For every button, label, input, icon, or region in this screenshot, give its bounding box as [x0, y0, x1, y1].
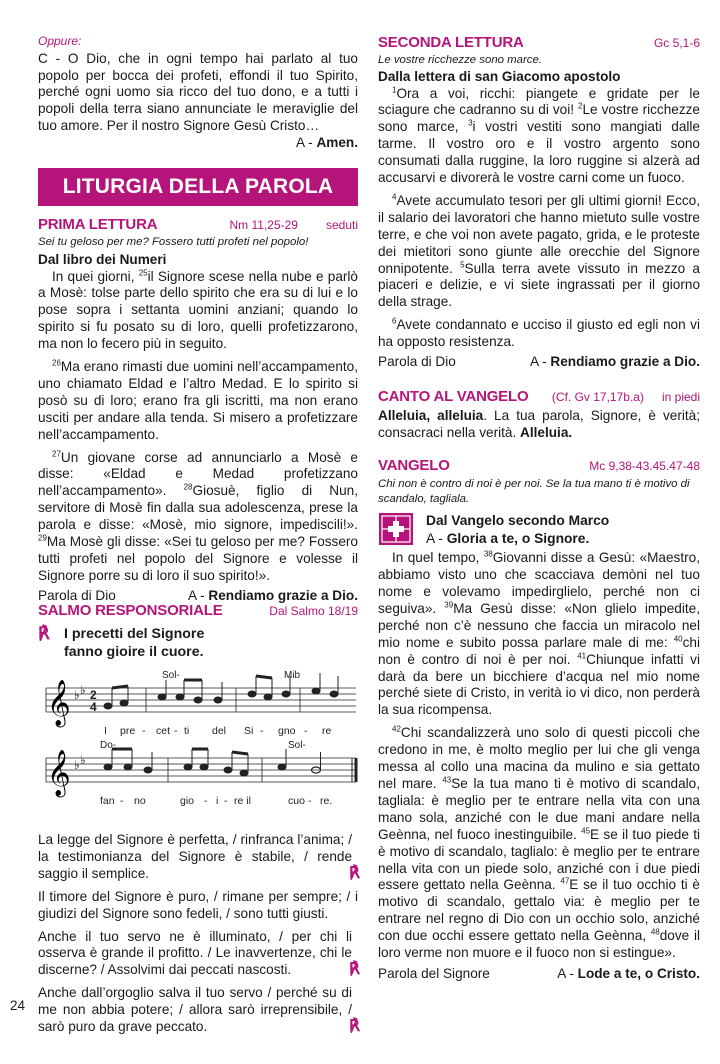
prima-posture: seduti: [325, 218, 358, 232]
svg-text:Sol-: Sol-: [162, 670, 180, 681]
vangelo: [378, 457, 700, 982]
seconda-title: SECONDA LETTURA: [378, 34, 524, 51]
prima-source: Dal libro dei Numeri: [38, 251, 167, 267]
canto-header: [378, 388, 700, 405]
salmo-stanzas: [38, 832, 358, 1036]
canto-title: CANTO AL VANGELO: [378, 388, 529, 405]
svg-text:i: i: [216, 795, 219, 807]
flat-icon: ♭: [74, 758, 80, 772]
canto-posture: in piedi: [661, 390, 700, 404]
stanza-2: Il timore del Signore è puro, / rimane per sempre; / i giudizi del Signore sono fedeli, / sono tutti giusti.: [38, 888, 358, 921]
seconda-header: [378, 34, 700, 51]
treble-clef-icon: 𝄞: [47, 680, 71, 726]
vangelo-response: Gloria a te, o Signore.: [446, 530, 590, 546]
svg-text:-: -: [224, 795, 228, 807]
svg-text:re il: re il: [234, 795, 251, 807]
prima-subtitle: Sei tu geloso per me? Fossero tutti profeti nel popolo!: [38, 236, 309, 248]
flat-icon: ♭: [80, 753, 86, 767]
notes-2: [104, 749, 321, 776]
intro-prayer: C - O Dio, che in ogni tempo hai parlato al tuo popolo per bocca dei profeti, effondi il tuo Spirito, perché ogni uomo sia ricco del tuo dono, e a tutti i popoli della terra siano annunciate le meraviglie del tuo amore. Per il nostro Signore Gesù Cristo… A - Amen.: [38, 50, 358, 151]
vangelo-subtitle: Chi non è contro di noi è per noi. Se la tua mano ti è motivo di scandalo, tagliala.: [378, 478, 690, 505]
svg-text:cet: cet: [156, 725, 171, 737]
vangelo-ref: Mc 9,38-43.45.47-48: [589, 459, 700, 473]
svg-text:re: re: [322, 725, 332, 737]
vangelo-header: [378, 457, 700, 474]
svg-text:no: no: [134, 795, 146, 807]
prima-closing: Parola di Dio A - Rendiamo grazie a Dio.: [38, 587, 358, 603]
seconda-par-1: $^1$Ora a voi, ricchi: piangete e gridate per le sciagure che cadranno su di voi! $^2$Le vostre ricchezze sono marce, $^3$i vostri vestiti sono mangiati dalle tarme. Il vostro oro e il vostro argento sono consumati dalla ruggine, la loro ruggine si alzerà ad accusarvi e divorerà le vostre carni come un fuoco.: [378, 84, 700, 186]
salmo-title: SALMO RESPONSORIALE: [38, 602, 223, 619]
response-icon: ℟: [349, 1017, 360, 1035]
prima-ref: Nm 11,25-29: [229, 218, 298, 232]
svg-text:-: -: [174, 725, 178, 737]
svg-text:-: -: [308, 795, 312, 807]
oppure-label: Oppure:: [38, 34, 82, 48]
salmo: [38, 602, 358, 661]
svg-text:2: 2: [90, 688, 97, 702]
salmo-header: [38, 602, 358, 619]
svg-text:4: 4: [90, 700, 97, 714]
svg-text:Mib: Mib: [284, 670, 301, 681]
salmo-ref: Dal Salmo 18/19: [269, 604, 358, 618]
liturgia-banner: LITURGIA DELLA PAROLA: [38, 168, 358, 206]
gospel-book-icon: [378, 512, 414, 546]
prima-par-3: $^{27}$Un giovane corse ad annunciarlo a Mosè e disse: «Eldad e Medad profetizzano nell’accampamento». $^{28}$Giosuè, figlio di Nun, servitore di Mosè fin dalla sua adolescenza, prese la parola e disse: «Mosè, mio signore, impediscili!». $^{29}$Ma Mosè gli disse: «Sei tu geloso per me? Fossero tutti profeti nel popolo del Signore e volesse il Signore porre su di loro il suo spirito!».: [38, 449, 358, 583]
svg-text:Sol-: Sol-: [288, 740, 306, 751]
seconda-subtitle: Le vostre ricchezze sono marce.: [378, 54, 542, 66]
response-icon: ℟: [349, 864, 360, 882]
seconda-source: Dalla lettera di san Giacomo apostolo: [378, 68, 621, 84]
seconda-par-3: $^6$Avete condannato e ucciso il giusto ed egli non vi ha opposto resistenza.: [378, 316, 700, 350]
canto-text: Alleluia, alleluia. La tua parola, Signore, è verità; consacraci nella verità. Alleluia.: [378, 408, 700, 440]
vangelo-source: Dal Vangelo secondo Marco: [426, 513, 610, 529]
lyrics-1: [104, 725, 331, 737]
prima-par-2: $^{26}$Ma erano rimasti due uomini nell’accampamento, uno chiamato Eldad e l’altro Medad. E lo spirito si posò su di loro; erano fra gli iscritti, ma non erano usciti per andare alla tenda. Si misero a profetizzare nell’accampamento.: [38, 358, 358, 442]
seconda-ref: Gc 5,1-6: [653, 36, 700, 50]
svg-text:re.: re.: [320, 795, 333, 807]
treble-clef-icon: 𝄞: [47, 750, 71, 796]
vangelo-par-2: $^{42}$Chi scandalizzerà uno solo di questi piccoli che credono in me, è molto meglio per lui che gli venga messa al collo una macina da mulino e sia gettato nel mare. $^{43}$Se la tua mano ti è motivo di scandalo, tagliala: è meglio per te entrare nella vita con una mano sola, anziché con le due mani andare nella Geènna, nel fuoco inestinguibile. $^{45}$E se il tuo piede ti è motivo di scandalo, taglialo: è meglio per te entrare nella vita con un piede solo, anziché con i due piedi essere gettato nella Geènna. $^{47}$E se il tuo occhio ti è motivo di scandalo, gettalo via: è meglio per te entrare nel regno di Dio con un occhio solo, anziché con due occhi essere gettato nella Geènna, $^{48}$dove il loro verme non muore e il fuoco non si estingue».: [378, 724, 701, 961]
prima-title: PRIMA LETTURA: [38, 216, 158, 233]
svg-text:ti: ti: [184, 725, 190, 737]
flat-icon: ♭: [74, 688, 80, 702]
svg-text:-: -: [142, 725, 146, 737]
vangelo-par-1: In quel tempo, $^{38}$Giovanni disse a Gesù: «Maestro, abbiamo visto uno che scacciava demòni nel tuo nome e volevamo impedirglielo, perché non ci seguiva». $^{39}$Ma Gesù disse: «Non glielo impedite, perché non c’è nessuno che faccia un miracolo nel mio nome e subito possa parlare male di me: $^{40}$chi non è contro di noi è per noi. $^{41}$Chiunque infatti vi darà da bere un bicchiere d’acqua nel mio nome perché siete di Cristo, in verità io vi dico, non perderà la sua ricompensa.: [378, 549, 700, 718]
prima-par-1: In quei giorni, $^{25}$il Signore scese nella nube e parlò a Mosè: tolse parte dello spirito che era su di lui e lo pose sopra i settanta uomini anziani; quando lo spirito si fu posato su di loro, quelli profetizzarono, ma non lo fecero più in seguito.: [38, 267, 358, 352]
seconda-par-2: $^4$Avete accumulato tesori per gli ultimi giorni! Ecco, il salario dei lavoratori che hanno mietuto sulle vostre terre, e che voi non avete pagato, grida, e le proteste dei mietitori sono giunte alle orecchie del Signore onnipotente. $^5$Sulla terra avete vissuto in mezzo a piaceri e delizie, e vi siete ingrassati per il giorno della strage.: [378, 192, 700, 310]
svg-text:-: -: [304, 725, 308, 737]
vangelo-title: VANGELO: [378, 457, 450, 474]
flat-icon: ♭: [80, 683, 86, 697]
svg-text:Do-: Do-: [100, 740, 117, 751]
seconda-lettura: [378, 34, 700, 370]
svg-text:-: -: [120, 795, 124, 807]
salmo-refrain: ℟ I precetti del Signore fanno gioire il cuore.: [38, 624, 205, 660]
staff-2: [46, 758, 356, 782]
svg-text:del: del: [212, 725, 227, 737]
svg-text:-: -: [204, 795, 208, 807]
svg-text:fan: fan: [100, 795, 115, 807]
svg-text:gno: gno: [278, 725, 296, 737]
svg-text:gio: gio: [180, 795, 195, 807]
canto-ref: (Cf. Gv 17,17b.a): [551, 390, 644, 404]
svg-text:cuo: cuo: [288, 795, 305, 807]
svg-text:-: -: [260, 725, 264, 737]
page-number: 24: [10, 998, 26, 1013]
svg-text:Si: Si: [244, 725, 254, 737]
seconda-closing: Parola di Dio A - Rendiamo grazie a Dio.: [378, 354, 700, 370]
stanza-1: La legge del Signore è perfetta, / rinfranca l’anima; / la testimonianza del Signore è stabile, / rende saggio il semplice. ℟: [38, 832, 360, 882]
prima-lettura: [38, 216, 358, 604]
notes-1: [104, 673, 338, 709]
svg-text:I: I: [104, 725, 107, 737]
lyrics-2: [100, 795, 332, 807]
stanza-4: Anche dall’orgoglio salva il tuo servo / perché su di me non abbia potere; / allora sarò irreprensibile, / sarò puro da grave peccato. ℟: [38, 985, 360, 1035]
stanza-3: Anche il tuo servo ne è illuminato, / per chi li osserva è grande il profitto. / Le inavvertenze, chi le discerne? / Assolvimi dai peccati nascosti. ℟: [38, 928, 360, 979]
vangelo-closing: Parola del Signore A - Lode a te, o Cristo.: [378, 965, 700, 981]
canto-vangelo: [378, 388, 700, 442]
vangelo-intro: Dal Vangelo secondo Marco A - Gloria a te, o Signore.: [378, 512, 700, 547]
music-score: [38, 664, 358, 824]
response-icon: ℟: [349, 961, 360, 979]
response-icon: ℟: [38, 624, 50, 643]
svg-text:pre: pre: [120, 725, 136, 737]
prima-header: [38, 216, 358, 233]
